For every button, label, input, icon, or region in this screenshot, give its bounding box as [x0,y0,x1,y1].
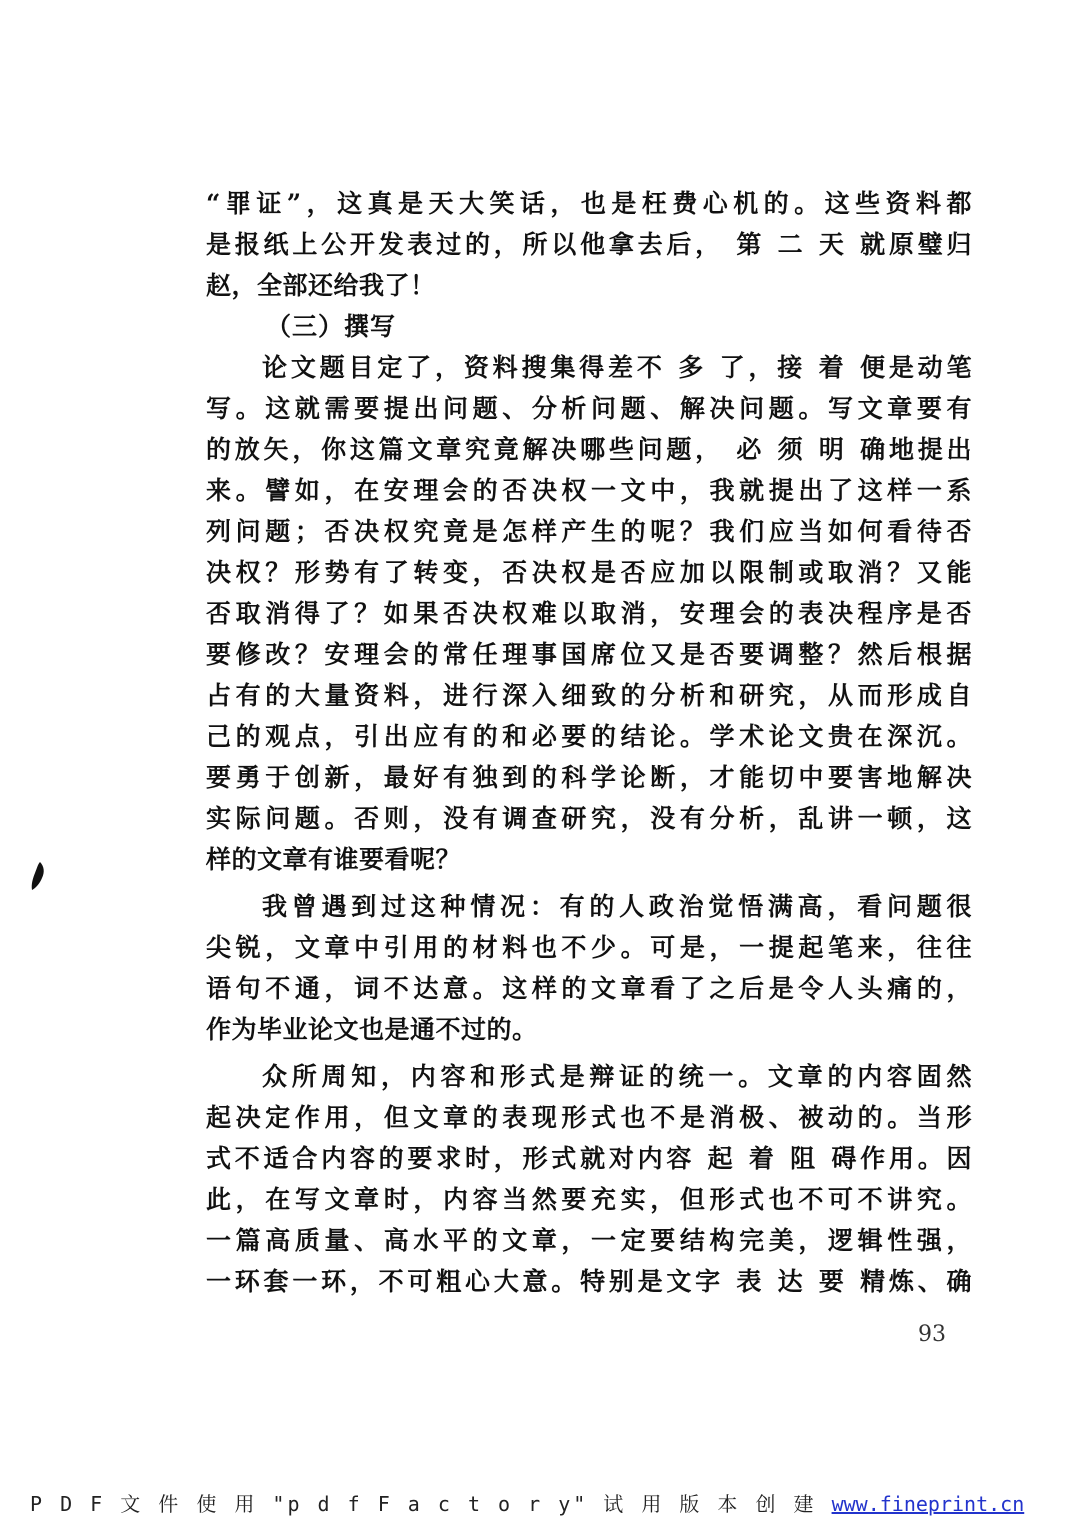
text-line: 一环套一环，不可粗心大意。特别是文字 表 达 要 精炼、确 [206,1267,972,1296]
text-line: 众所周知，内容和形式是辩证的统一。文章的内容固然 [262,1062,972,1091]
text-line: 论文题目定了，资料搜集得差不 多 了，接 着 便是动笔 [262,353,972,382]
ink-blot-mark [30,862,46,890]
footer-text: P D F 文 件 使 用 "p d f F a c t o r y" 试 用 版 本 创 建 [30,1492,817,1516]
section-heading: （三）撰写 [266,312,397,341]
text-line: 列问题；否决权究竟是怎样产生的呢？我们应当如何看待否 [206,517,972,546]
text-line: 来。譬如，在安理会的否决权一文中，我就提出了这样一系 [206,476,972,505]
text-line: 否取消得了？如果否决权难以取消，安理会的表决程序是否 [206,599,972,628]
text-line: 作为毕业论文也是通不过的。 [206,1015,538,1044]
text-line: 是报纸上公开发表过的，所以他拿去后， 第 二 天 就原璧归 [206,230,972,259]
text-line: 语句不通，词不达意。这样的文章看了之后是令人头痛的， [206,974,972,1003]
body-text [206,183,972,1302]
text-line: 起决定作用，但文章的表现形式也不是消极、被动的。当形 [206,1103,972,1132]
text-line: 此，在写文章时，内容当然要充实，但形式也不可不讲究。 [206,1185,972,1214]
pdf-footer [30,1488,1024,1517]
text-line: 一篇高质量、高水平的文章，一定要结构完美，逻辑性强， [206,1226,972,1255]
footer-link[interactable]: www.fineprint.cn [831,1492,1025,1516]
text-line: 要修改？安理会的常任理事国席位又是否要调整？然后根据 [206,640,972,669]
text-line: 实际问题。否则，没有调查研究，没有分析，乱讲一顿，这 [206,804,972,833]
text-line: 写。这就需要提出问题、分析问题、解决问题。写文章要有 [206,394,972,423]
text-line: 的放矢，你这篇文章究竟解决哪些问题， 必 须 明 确地提出 [206,435,972,464]
text-line: 我曾遇到过这种情况：有的人政治觉悟满高，看问题很 [262,892,972,921]
text-line: 己的观点，引出应有的和必要的结论。学术论文贵在深沉。 [206,722,972,751]
text-line: 尖锐，文章中引用的材料也不少。可是，一提起笔来，往往 [206,933,972,962]
text-line: 赵，全部还给我了！ [206,271,436,300]
text-line: “罪证”，这真是天大笑话，也是枉费心机的。这些资料都 [206,189,972,218]
page-number: 93 [918,1322,946,1347]
text-line: 样的文章有谁要看呢？ [206,845,462,874]
text-line: 决权？形势有了转变，否决权是否应加以限制或取消？又能 [206,558,972,587]
text-line: 式不适合内容的要求时，形式就对内容 起 着 阻 碍作用。因 [206,1144,972,1173]
text-line: 占有的大量资料，进行深入细致的分析和研究，从而形成自 [206,681,972,710]
text-line: 要勇于创新，最好有独到的科学论断，才能切中要害地解决 [206,763,972,792]
